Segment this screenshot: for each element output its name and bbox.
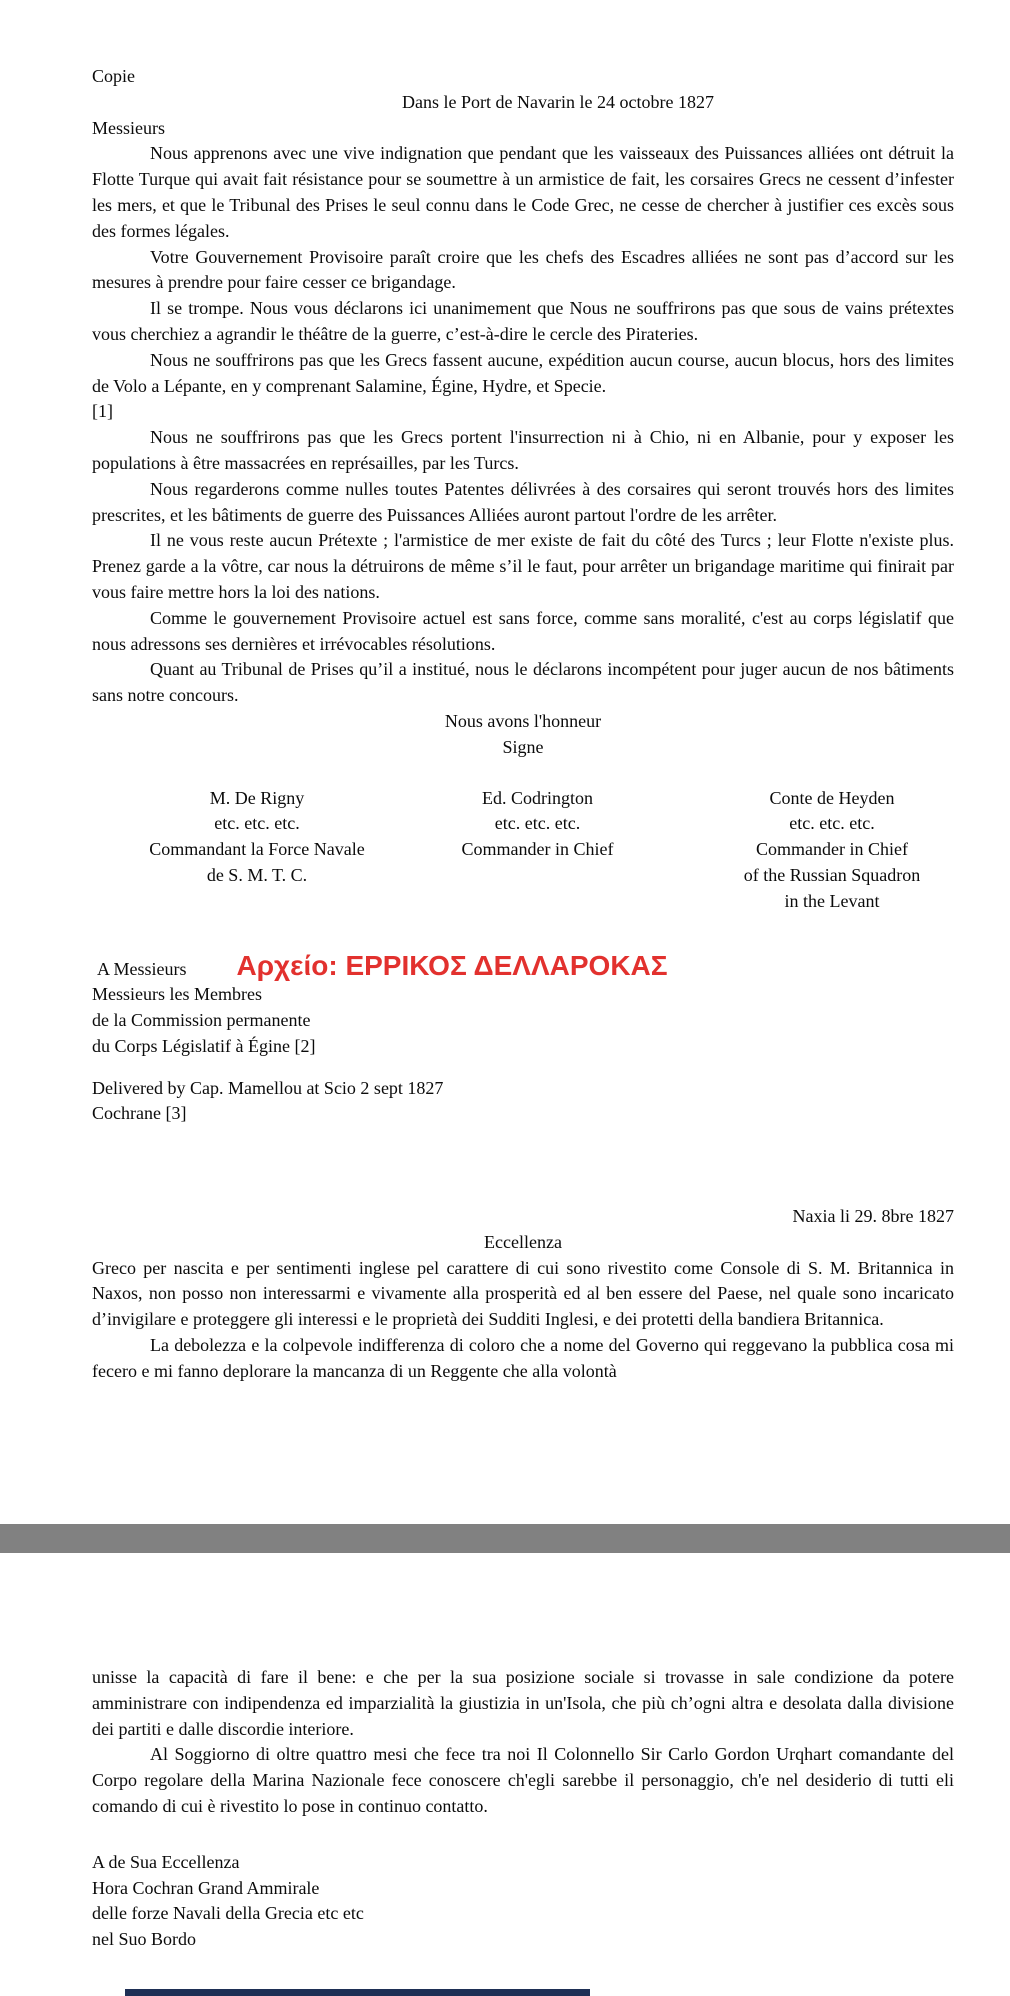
italian-letter-part-2 <box>92 1665 954 1953</box>
french-paragraph: Il ne vous reste aucun Prétexte ; l'armistice de mer existe de fait du côté des Turcs ; leur Flotte n'existe plus. Prenez garde a la vôtre, car nous la détruirons de même s’il le faut, pour arrêter un brigandage maritime qui finirait par vous faire mettre hors la loi des nations. <box>92 530 954 602</box>
section-separator-bar <box>0 1524 1010 1553</box>
closing-line: nel Suo Bordo <box>92 1929 197 1950</box>
french-salutation: Messieurs <box>92 117 165 138</box>
french-dateline: Dans le Port de Navarin le 24 octobre 1827 <box>402 91 714 112</box>
french-paragraph: Nous ne souffrirons pas que les Grecs portent l'insurrection ni à Chio, ni en Albanie, pour y exposer les populations à être massacrées en représailles, par les Turcs. <box>92 427 954 473</box>
signature-line: Conte de Heyden <box>769 787 895 808</box>
french-paragraph: Votre Gouvernement Provisoire paraît croire que les chefs des Escadres alliées ne sont pas d’accord sur les mesures à prendre pour faire cesser ce brigandage. <box>92 246 954 293</box>
address-line: de la Commission permanente <box>92 1010 311 1031</box>
copy-label: Copie <box>92 66 135 86</box>
italian-paragraph: Greco per nascita e per sentimenti inglese pel carattere di cui sono rivestito come Console di S. M. Britannica in Naxos, non posso non interessarmi e vivamente alla prosperità ed al ben essere del Paese, nel quale sono incaricato d’invigilare e proteggere gli interessi e le proprietà dei Sudditi Inglesi, e dei protetti della bandiera Britannica. <box>92 1257 954 1330</box>
signature-line: etc. etc. etc. <box>494 813 581 834</box>
closing-line: delle forze Navali della Grecia etc etc <box>92 1903 364 1924</box>
archive-stamp: Αρχείο: ΕΡΡΙΚΟΣ ΔΕΛΛΑΡΟΚΑΣ <box>236 949 668 981</box>
signature-column-heyden <box>712 786 952 915</box>
french-paragraph: Comme le gouvernement Provisoire actuel est sans force, comme sans moralité, c'est au corps législatif que nous adressons ses dernières et irrévocables résolutions. <box>92 607 954 654</box>
honneur-line: Nous avons l'honneur <box>444 710 602 731</box>
italian-dateline: Naxia li 29. 8bre 1827 <box>792 1206 954 1226</box>
delivery-line: Cochrane [3] <box>92 1103 187 1124</box>
address-line: A Messieurs <box>97 958 187 979</box>
signature-line: Commandant la Force Navale <box>149 839 365 860</box>
bottom-partial-element <box>125 1989 590 1996</box>
delivery-note <box>92 1076 954 1128</box>
signature-line: de S. M. T. C. <box>206 864 308 885</box>
signature-line: Commander in Chief <box>461 839 614 860</box>
closing-line: A de Sua Eccellenza <box>92 1851 240 1872</box>
signe-line: Signe <box>502 736 544 757</box>
delivery-line: Delivered by Cap. Mamellou at Scio 2 sept 1827 <box>92 1077 444 1098</box>
signature-line: Commander in Chief <box>756 839 908 860</box>
signature-line: M. De Rigny <box>209 787 305 808</box>
italian-closing <box>92 1850 954 1953</box>
signature-line: etc. etc. etc. <box>214 813 300 834</box>
signature-line: in the Levant <box>784 890 880 911</box>
italian-paragraph: Al Soggiorno di oltre quattro mesi che fece tra noi Il Colonnello Sir Carlo Gordon Urqhart comandante del Corpo regolare della Marina Nazionale fece conoscere ch'egli sarebbe il personaggio, ch'e nel desiderio di tutti eli comando di cui è rivestito lo pose in continuo contatto. <box>92 1744 954 1816</box>
closing-line: Hora Cochran Grand Ammirale <box>92 1877 320 1898</box>
signature-line: Ed. Codrington <box>482 787 593 808</box>
french-paragraph: Il se trompe. Nous vous déclarons ici unanimement que Nous ne souffrirons pas que sous de vains prétextes vous cherchiez a agrandir le théâtre de la guerre, c’est-à-dire le cercle des Pirateries. <box>92 298 954 344</box>
address-block <box>92 951 954 1060</box>
signature-line: of the Russian Squadron <box>743 864 921 885</box>
italian-paragraph: La debolezza e la colpevole indifferenza di coloro che a nome del Governo qui reggevano la pubblica cosa mi fecero e mi fanno deplorare la mancanza di un Reggente che alla volontà <box>92 1334 954 1381</box>
french-letter <box>92 64 954 1127</box>
french-paragraph: Nous regarderons comme nulles toutes Patentes délivrées à des corsaires qui seront trouvés hors des limites prescrites, et les bâtiments de guerre des Puissances Alliées auront partout l'ordre de les arrêter. <box>92 478 954 525</box>
french-paragraph: Quant au Tribunal de Prises qu’il a institué, nous le déclarons incompétent pour juger aucun de nos bâtiments sans notre concours. <box>92 659 954 706</box>
address-line: Messieurs les Membres <box>92 984 262 1005</box>
signature-column-codrington <box>425 786 650 915</box>
french-paragraph: Nous ne souffrirons pas que les Grecs fassent aucune, expédition aucun course, aucun blocus, hors des limites de Volo a Lépante, en y comprenant Salamine, Égine, Hydre, et Specie. <box>92 349 954 396</box>
footnote-marker: [1] <box>92 401 113 422</box>
italian-salutation: Eccellenza <box>484 1231 562 1252</box>
italian-paragraph: unisse la capacità di fare il bene: e che per la sua posizione sociale si trovasse in sale condizione da potere amministrare con indipendenza ed imparzialità la giustizia in un'Isola, che più ch’ogni altra e desolata dalla divisione dei partiti e dalle discordie interiore. <box>92 1667 954 1739</box>
signature-line: etc. etc. etc. <box>789 813 875 834</box>
address-line: du Corps Législatif à Égine [2] <box>92 1035 316 1056</box>
signature-column-de-rigny <box>92 786 422 915</box>
signature-block <box>92 786 954 915</box>
italian-letter-part-1 <box>92 1204 954 1385</box>
french-paragraph: Nous apprenons avec une vive indignation que pendant que les vaisseaux des Puissances alliées ont détruit la Flotte Turque qui avait fait résistance pour se soumettre à un armistice de fait, les corsaires Grecs ne cessent d’infester les mers, et que le Tribunal des Prises le seul connu dans le Code Grec, ne cesse de chercher à justifier ces excès sous des formes légales. <box>92 143 954 241</box>
